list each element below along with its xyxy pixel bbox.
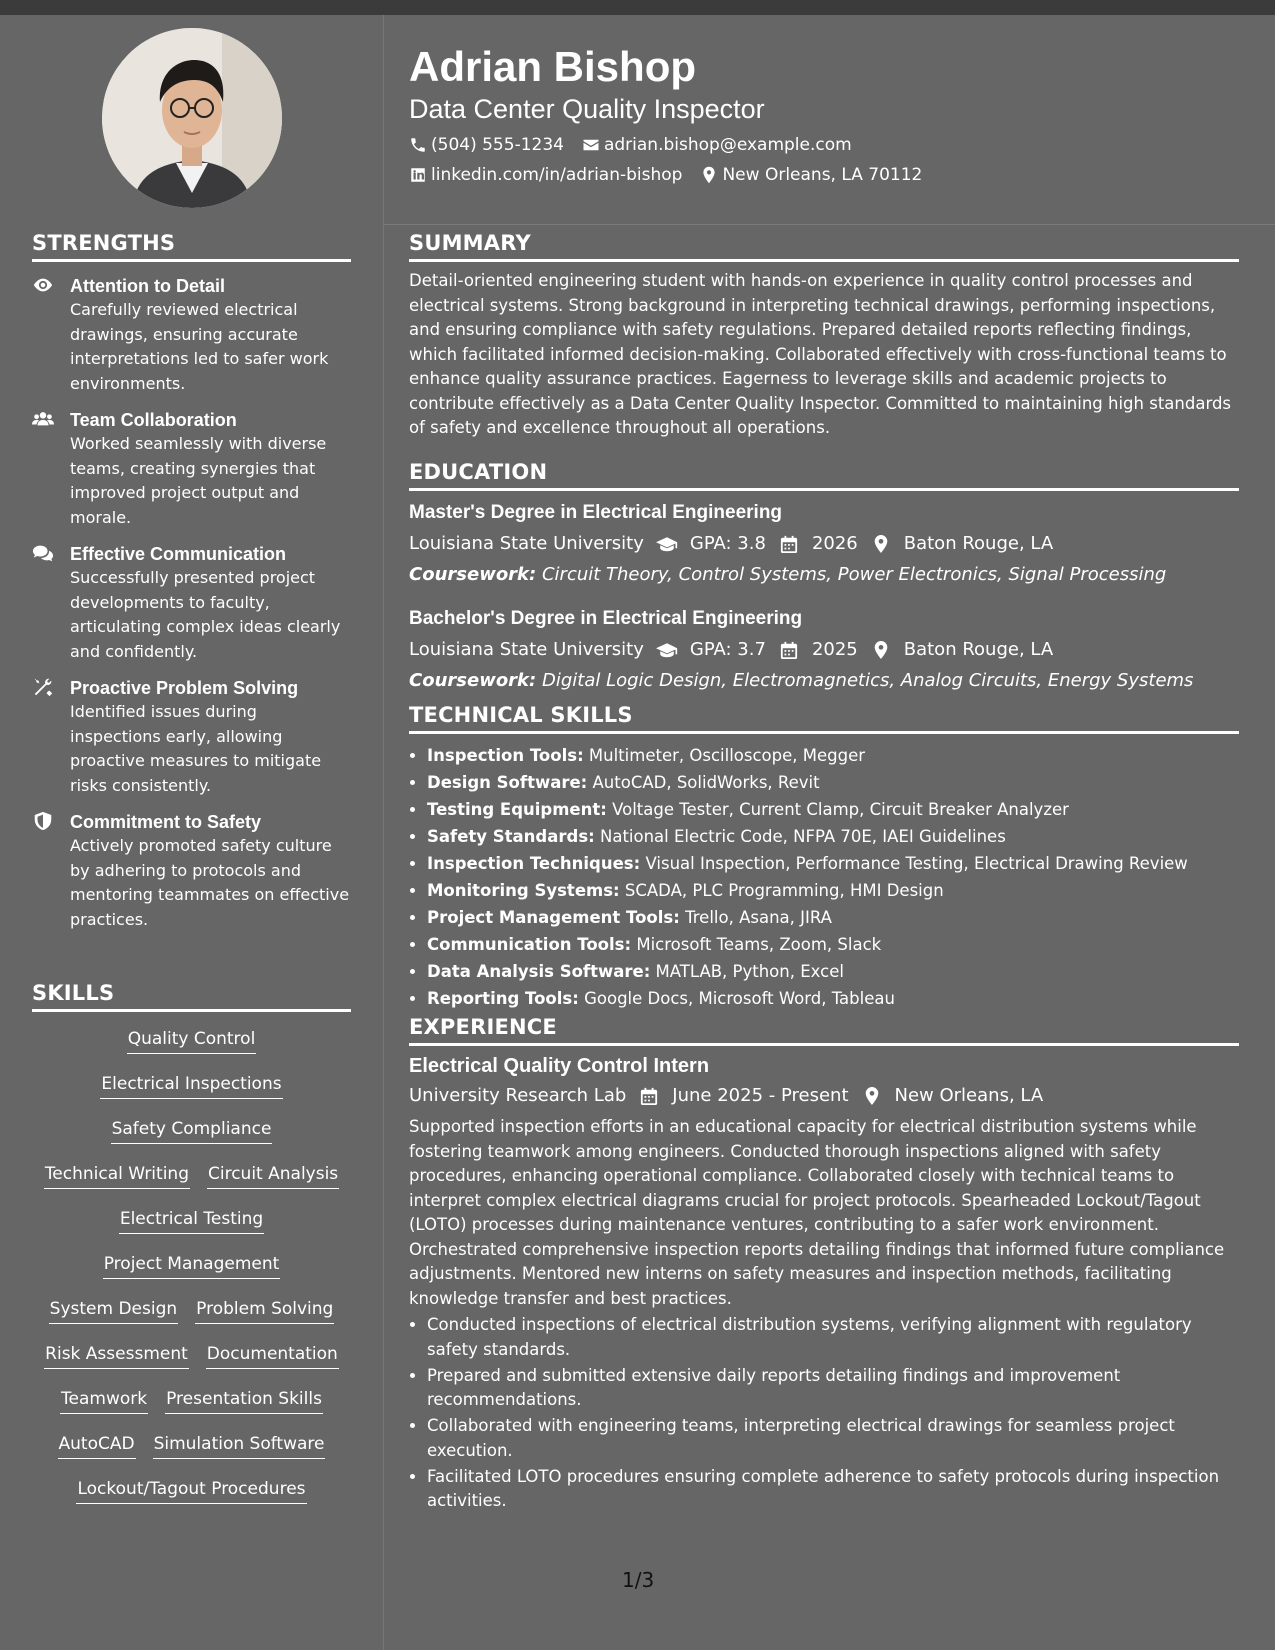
technical-skills-heading: TECHNICAL SKILLS xyxy=(409,703,1239,734)
tech-skill-label: Reporting Tools: xyxy=(427,989,579,1008)
strengths-section xyxy=(32,231,351,932)
map-pin-icon xyxy=(870,535,892,553)
skill-tag: Teamwork xyxy=(60,1387,148,1414)
tech-skill-item xyxy=(427,850,1239,877)
strength-desc: Actively promoted safety culture by adhering to protocols and mentoring teammates on effective practices. xyxy=(70,836,350,929)
skill-row xyxy=(32,1297,351,1342)
tech-skill-item xyxy=(427,958,1239,985)
job-bullets xyxy=(409,1313,1239,1514)
grad-year: 2025 xyxy=(811,639,858,660)
job-description: Supported inspection efforts in an educational capacity for electrical distribution systems while fostering teamwork among engineers. Conducted thorough inspections aligned with safety procedures, enhancing operational compliance. Collaborated closely with technical teams to interpret complex electrical diagrams crucial for project protocols. Spearheaded Lockout/Tagout (LOTO) processes during maintenance ventures, contributing to a safer work environment. Orchestrated comprehensive inspection reports detailing findings that informed future compliance adjustments. Mentored new interns on safety measures and inspection methods, facilitating knowledge transfer and best practices. xyxy=(409,1117,1225,1308)
coursework-line xyxy=(409,668,1239,694)
tech-skill-item xyxy=(427,823,1239,850)
job-bullet: • Facilitated LOTO procedures ensuring complete adherence to safety protocols during inspection activities. xyxy=(427,1465,1239,1514)
tech-skill-value: MATLAB, Python, Excel xyxy=(655,962,844,981)
graduation-cap-icon xyxy=(656,641,678,659)
job-meta xyxy=(409,1083,1239,1109)
skill-tag: Electrical Inspections xyxy=(100,1072,282,1099)
skills-section xyxy=(32,981,351,1522)
school-name: Louisiana State University xyxy=(409,533,644,554)
tech-skill-item xyxy=(427,877,1239,904)
profile-photo xyxy=(102,28,282,208)
phone-icon xyxy=(409,136,427,154)
degree-meta xyxy=(409,637,1239,663)
tech-skill-value: Voltage Tester, Current Clamp, Circuit Breaker Analyzer xyxy=(612,800,1069,819)
job-bullet: • Collaborated with engineering teams, interpreting electrical drawings for seamless project execution. xyxy=(427,1414,1239,1463)
strength-desc: Successfully presented project developments to faculty, articulating complex ideas clearly and confidently. xyxy=(70,568,341,661)
skill-row xyxy=(32,1342,351,1387)
tech-skill-item xyxy=(427,796,1239,823)
degree-title: Master's Degree in Electrical Engineering xyxy=(409,502,783,523)
tech-skill-value: SCADA, PLC Programming, HMI Design xyxy=(624,881,944,900)
calendar-icon xyxy=(638,1087,660,1105)
skill-row xyxy=(32,1027,351,1072)
strength-item xyxy=(32,409,351,530)
coursework-line xyxy=(409,562,1239,588)
location-text: New Orleans, LA 70112 xyxy=(722,165,923,185)
sidebar xyxy=(0,15,383,1650)
job-role: Electrical Quality Control Intern xyxy=(409,1055,710,1077)
linkedin-text: linkedin.com/in/adrian-bishop xyxy=(431,165,683,185)
skill-row xyxy=(32,1252,351,1297)
strength-title: Proactive Problem Solving xyxy=(70,678,299,698)
technical-skills-list xyxy=(409,742,1239,1012)
coursework-text: Digital Logic Design, Electromagnetics, Analog Circuits, Energy Systems xyxy=(541,670,1194,691)
skill-tag: Technical Writing xyxy=(44,1162,190,1189)
strengths-heading: STRENGTHS xyxy=(32,231,351,262)
tech-skill-label: Communication Tools: xyxy=(427,935,632,954)
education-entry xyxy=(409,607,1239,694)
tech-skill-item xyxy=(427,742,1239,769)
tech-skill-value: Trello, Asana, JIRA xyxy=(685,908,832,927)
gpa-text: GPA: 3.8 xyxy=(689,533,766,554)
tech-skill-value: AutoCAD, SolidWorks, Revit xyxy=(592,773,820,792)
job-bullet: • Prepared and submitted extensive daily reports detailing findings and improvement recommendations. xyxy=(427,1364,1239,1413)
strength-item xyxy=(32,677,351,798)
page-indicator: 1/3 xyxy=(622,1568,655,1592)
strength-desc: Identified issues during inspections early, allowing proactive measures to mitigate risks consistently. xyxy=(70,702,322,795)
calendar-icon xyxy=(778,535,800,553)
education-heading: EDUCATION xyxy=(409,460,1239,491)
skill-tag: System Design xyxy=(49,1297,179,1324)
coursework-label: Coursework: xyxy=(409,564,537,585)
tech-skill-label: Monitoring Systems: xyxy=(427,881,620,900)
strength-title: Commitment to Safety xyxy=(70,812,262,832)
tech-skill-label: Inspection Tools: xyxy=(427,746,584,765)
skill-tag: AutoCAD xyxy=(58,1432,136,1459)
linkedin-icon xyxy=(409,166,427,184)
skill-tag: Documentation xyxy=(206,1342,339,1369)
tech-skill-item xyxy=(427,931,1239,958)
strength-title: Attention to Detail xyxy=(70,276,225,296)
shield-icon xyxy=(32,811,56,833)
school-location: Baton Rouge, LA xyxy=(903,533,1054,554)
tech-skill-value: Google Docs, Microsoft Word, Tableau xyxy=(584,989,895,1008)
experience-heading: EXPERIENCE xyxy=(409,1015,1239,1046)
tech-skill-value: Microsoft Teams, Zoom, Slack xyxy=(636,935,882,954)
resume-header xyxy=(409,42,1249,186)
skill-tag: Simulation Software xyxy=(153,1432,326,1459)
tech-skill-value: Visual Inspection, Performance Testing, Electrical Drawing Review xyxy=(645,854,1188,873)
graduation-cap-icon xyxy=(656,535,678,553)
skill-row xyxy=(32,1387,351,1432)
skill-tag: Circuit Analysis xyxy=(207,1162,339,1189)
technical-skills-section xyxy=(409,703,1239,1012)
location-contact xyxy=(700,164,922,186)
skill-tag: Project Management xyxy=(103,1252,281,1279)
tech-skill-label: Project Management Tools: xyxy=(427,908,680,927)
experience-section xyxy=(409,1015,1239,1515)
skills-cloud xyxy=(32,1027,351,1522)
coursework-label: Coursework: xyxy=(409,670,537,691)
skill-tag: Presentation Skills xyxy=(165,1387,323,1414)
skill-row xyxy=(32,1207,351,1252)
strength-item xyxy=(32,275,351,396)
header-divider xyxy=(384,224,1275,225)
education-section xyxy=(409,460,1239,694)
email-contact[interactable] xyxy=(582,134,852,156)
degree-meta xyxy=(409,531,1239,557)
candidate-name: Adrian Bishop xyxy=(409,43,697,90)
skill-tag: Problem Solving xyxy=(195,1297,334,1324)
strength-desc: Worked seamlessly with diverse teams, creating synergies that improved project output and morale. xyxy=(70,434,327,527)
phone-text: (504) 555-1234 xyxy=(431,135,564,155)
skill-row xyxy=(32,1162,351,1207)
strength-item xyxy=(32,543,351,664)
tech-skill-value: National Electric Code, NFPA 70E, IAEI Guidelines xyxy=(600,827,1006,846)
tech-skill-label: Data Analysis Software: xyxy=(427,962,651,981)
skills-heading: SKILLS xyxy=(32,981,351,1012)
candidate-title: Data Center Quality Inspector xyxy=(409,94,765,124)
job-location: New Orleans, LA xyxy=(894,1085,1044,1106)
skill-row xyxy=(32,1477,351,1522)
tech-skill-item xyxy=(427,985,1239,1012)
gpa-text: GPA: 3.7 xyxy=(689,639,766,660)
email-text: adrian.bishop@example.com xyxy=(603,135,852,155)
school-location: Baton Rouge, LA xyxy=(903,639,1054,660)
strength-item xyxy=(32,811,351,932)
summary-section xyxy=(409,231,1239,441)
tech-skill-value: Multimeter, Oscilloscope, Megger xyxy=(588,746,866,765)
tools-icon xyxy=(32,677,56,699)
education-entry xyxy=(409,501,1239,588)
tech-skill-label: Design Software: xyxy=(427,773,588,792)
summary-heading: SUMMARY xyxy=(409,231,1239,262)
skill-row xyxy=(32,1432,351,1477)
users-icon xyxy=(32,409,56,431)
skill-tag: Lockout/Tagout Procedures xyxy=(76,1477,306,1504)
tech-skill-label: Inspection Techniques: xyxy=(427,854,641,873)
degree-title: Bachelor's Degree in Electrical Engineering xyxy=(409,608,803,629)
calendar-icon xyxy=(778,641,800,659)
phone-contact[interactable] xyxy=(409,134,564,156)
tech-skill-label: Safety Standards: xyxy=(427,827,595,846)
strength-title: Team Collaboration xyxy=(70,410,237,430)
skill-tag: Risk Assessment xyxy=(44,1342,189,1369)
tech-skill-label: Testing Equipment: xyxy=(427,800,607,819)
school-name: Louisiana State University xyxy=(409,639,644,660)
contact-row xyxy=(409,164,1249,186)
strength-title: Effective Communication xyxy=(70,544,287,564)
linkedin-contact[interactable] xyxy=(409,164,682,186)
eye-icon xyxy=(32,275,56,297)
strength-desc: Carefully reviewed electrical drawings, ensuring accurate interpretations led to safer work environments. xyxy=(70,300,329,393)
job-bullet: • Conducted inspections of electrical distribution systems, verifying alignment with regulatory safety standards. xyxy=(427,1313,1239,1362)
grad-year: 2026 xyxy=(811,533,858,554)
skill-tag: Electrical Testing xyxy=(119,1207,264,1234)
map-pin-icon xyxy=(700,166,718,184)
main-content xyxy=(383,15,1275,1650)
contact-row xyxy=(409,134,1249,156)
skill-row xyxy=(32,1072,351,1117)
envelope-icon xyxy=(582,136,600,154)
skill-row xyxy=(32,1117,351,1162)
summary-text: Detail-oriented engineering student with hands-on experience in quality control processes and electrical systems. Strong background in interpreting technical drawings, performing inspections, and ensuring compliance with safety regulations. Prepared detailed reports reflecting findings, which facilitated informed decision-making. Collaborated effectively with cross-functional teams to enhance quality assurance practices. Eagerness to leverage skills and academic projects to contribute effectively as a Data Center Quality Inspector. Committed to maintaining high standards of safety and excellence throughout all operations. xyxy=(409,271,1232,437)
employer-name: University Research Lab xyxy=(409,1085,627,1106)
skill-tag: Safety Compliance xyxy=(111,1117,273,1144)
tech-skill-item xyxy=(427,769,1239,796)
tech-skill-item xyxy=(427,904,1239,931)
job-dates: June 2025 - Present xyxy=(672,1085,849,1106)
skill-tag: Quality Control xyxy=(127,1027,257,1054)
coursework-text: Circuit Theory, Control Systems, Power Electronics, Signal Processing xyxy=(541,564,1167,585)
top-bar xyxy=(0,0,1275,15)
map-pin-icon xyxy=(870,641,892,659)
comments-icon xyxy=(32,543,56,565)
map-pin-icon xyxy=(861,1087,883,1105)
